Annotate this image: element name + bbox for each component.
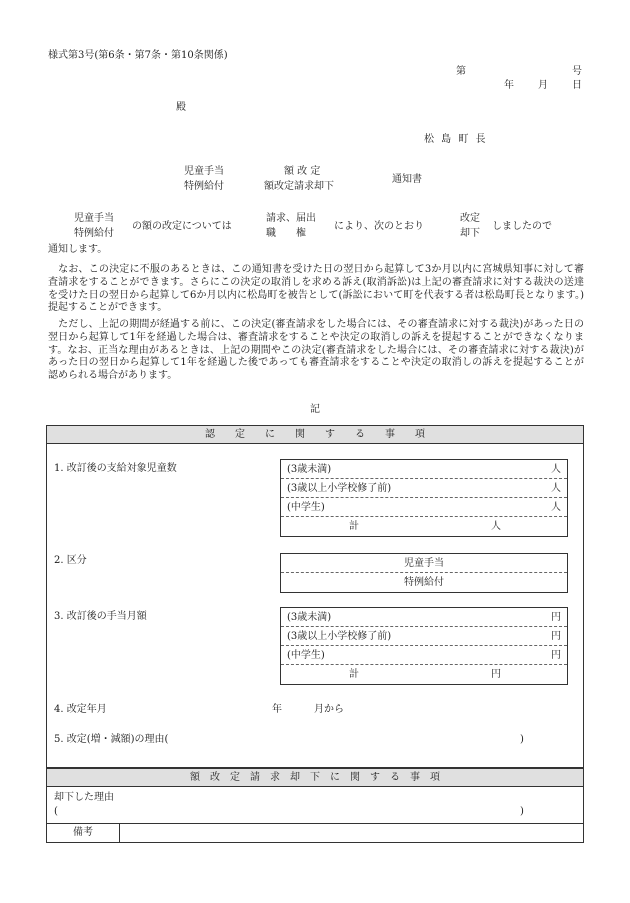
children-count-row: (3歳以上小学校修了前) 人 <box>281 479 567 498</box>
doc-number-dai: 第 <box>456 66 466 77</box>
doc-number-go: 号 <box>572 66 582 77</box>
limitation-paragraph: ただし、上記の期間が経過する前に、この決定(審査請求をした場合には、その審査請求に対する裁決)があった日の翌日から起算して1年を経過した場合は、審査請求をすることや決定の取消しの訴えを提起することができなくなります。なお、正当な理由があるときは、上記の期間やこの決定(審査請求をした場合には、その審査請求に対する裁決)があった日の翌日から起算して1年を経過した後であっても審査請求をすることや決定の取消しの訴えを提起することが認められる場合があります。 <box>48 319 584 382</box>
children-count-total: 計 人 <box>349 521 501 532</box>
item2-label: 2. 区分 <box>54 555 87 566</box>
monthly-amount-row: (3歳未満) 円 <box>281 608 567 627</box>
appeal-paragraph: なお、この決定に不服のあるときは、この通知書を受けた日の翌日から起算して3か月以内に宮城県知事に対して審査請求をすることができます。さらにこの決定の取消しを求める訴え(取消訴訟)は上記の審査請求に対する裁決の送達を受けた日の翌日から起算して6か月以内に松島町を被告として(訴訟において町を代表する者は松島町長となります。)提起することができます。 <box>48 264 584 314</box>
issuer: 松 島 町 長 <box>424 134 488 145</box>
intro-type-top: 児童手当 <box>74 213 114 224</box>
item5-close: ) <box>520 734 524 745</box>
form-number: 様式第3号(第6条・第7条・第10条関係) <box>48 50 228 61</box>
intro-text2: により、次のとおり <box>334 221 424 232</box>
title-action-top: 額 改 定 <box>284 166 321 177</box>
remarks-row <box>46 823 584 843</box>
date-day: 日 <box>572 80 582 91</box>
children-count-row: (3歳未満) 人 <box>281 460 567 479</box>
rejection-reason-label: 却下した理由 <box>54 792 114 803</box>
category-row: 児童手当 <box>281 554 567 573</box>
date-month: 月 <box>538 80 548 91</box>
intro-action-bottom: 却下 <box>460 228 480 239</box>
remarks-label: 備考 <box>47 824 120 842</box>
item4-year: 年 <box>272 704 282 715</box>
intro-text1: の額の改定については <box>132 221 232 232</box>
rejection-reason-box <box>46 786 584 824</box>
ki-heading: 記 <box>310 404 320 415</box>
monthly-amount-total: 計 円 <box>349 669 501 680</box>
item5-label: 5. 改定(増・減額)の理由( <box>54 734 169 745</box>
date-year: 年 <box>504 80 514 91</box>
monthly-amount-table <box>280 607 568 685</box>
item4-label: 4. 改定年月 <box>54 704 107 715</box>
title-type-bottom: 特例給付 <box>184 181 224 192</box>
category-row: 特例給付 <box>404 577 444 588</box>
title-notice: 通知書 <box>392 174 422 185</box>
intro-text4: 通知します。 <box>48 244 108 255</box>
intro-type-bottom: 特例給付 <box>74 228 114 239</box>
item3-label: 3. 改訂後の手当月額 <box>54 611 147 622</box>
item1-label: 1. 改訂後の支給対象児童数 <box>54 463 177 474</box>
intro-basis-bottom: 職 権 <box>266 228 306 239</box>
rejection-reason-close: ) <box>520 806 524 817</box>
intro-basis-top: 請求、届出 <box>266 213 316 224</box>
intro-action-top: 改定 <box>460 213 480 224</box>
monthly-amount-row: (中学生) 円 <box>281 646 567 665</box>
addressee-suffix: 殿 <box>176 102 186 113</box>
monthly-amount-row: (3歳以上小学校修了前) 円 <box>281 627 567 646</box>
rejection-reason-open: ( <box>54 806 58 817</box>
children-count-table <box>280 459 568 537</box>
title-action-bottom: 額改定請求却下 <box>264 181 334 192</box>
intro-text3: しましたので <box>492 221 552 232</box>
category-table <box>280 553 568 593</box>
children-count-row: (中学生) 人 <box>281 498 567 517</box>
item4-from: 月から <box>314 704 344 715</box>
section-recognition-header: 認 定 に 関 す る 事 項 <box>46 425 584 444</box>
section-rejection-header: 額 改 定 請 求 却 下 に 関 す る 事 項 <box>46 768 584 787</box>
title-type-top: 児童手当 <box>184 166 224 177</box>
